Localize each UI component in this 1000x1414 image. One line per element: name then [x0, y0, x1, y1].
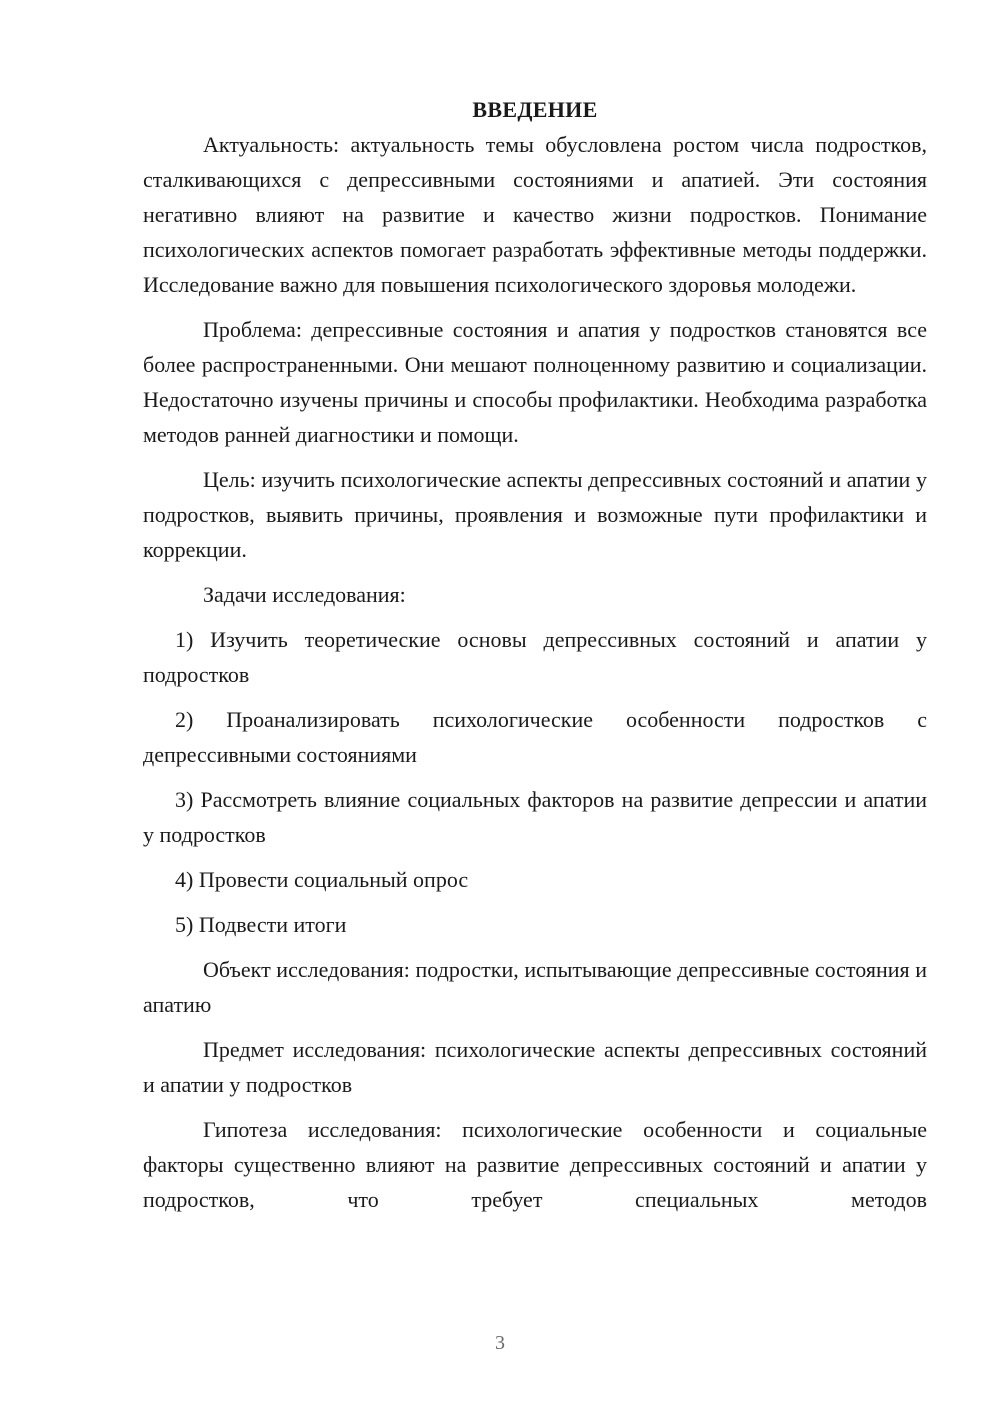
object-paragraph: Объект исследования: подростки, испытывающие депрессивные состояния и апатию	[143, 957, 927, 1017]
page-number: 3	[495, 1332, 505, 1354]
relevance-paragraph: Актуальность: актуальность темы обусловлена ростом числа подростков, сталкивающихся с депрессивными состояниями и апатией. Эти состояния негативно влияют на развитие и качество жизни подростков. Понимание психологических аспектов помогает разработать эффективные методы поддержки. Исследование важно для повышения психологического здоровья молодежи.	[143, 132, 927, 297]
task-item: 5) Подвести итоги	[175, 912, 347, 937]
tasks-heading: Задачи исследования:	[203, 582, 406, 607]
hypothesis-paragraph: Гипотеза исследования: психологические особенности и социальные факторы существенно влияют на развитие депрессивных состояний и апатии у подростков, что требует специальных методов	[143, 1117, 927, 1212]
document-page	[143, 92, 927, 1217]
subject-paragraph: Предмет исследования: психологические аспекты депрессивных состояний и апатии у подростков	[143, 1037, 927, 1097]
section-heading: ВВЕДЕНИЕ	[472, 97, 598, 122]
goal-paragraph: Цель: изучить психологические аспекты депрессивных состояний и апатии у подростков, выявить причины, проявления и возможные пути профилактики и коррекции.	[143, 467, 927, 562]
task-item: 3) Рассмотреть влияние социальных факторов на развитие депрессии и апатии у подростков	[143, 787, 927, 847]
task-item: 2) Проанализировать психологические особенности подростков с депрессивными состояниями	[143, 707, 927, 767]
problem-paragraph: Проблема: депрессивные состояния и апатия у подростков становятся все более распространенными. Они мешают полноценному развитию и социализации. Недостаточно изучены причины и способы профилактики. Необходима разработка методов ранней диагностики и помощи.	[143, 317, 927, 447]
task-item: 1) Изучить теоретические основы депрессивных состояний и апатии у подростков	[143, 627, 927, 687]
task-item: 4) Провести социальный опрос	[175, 867, 469, 892]
